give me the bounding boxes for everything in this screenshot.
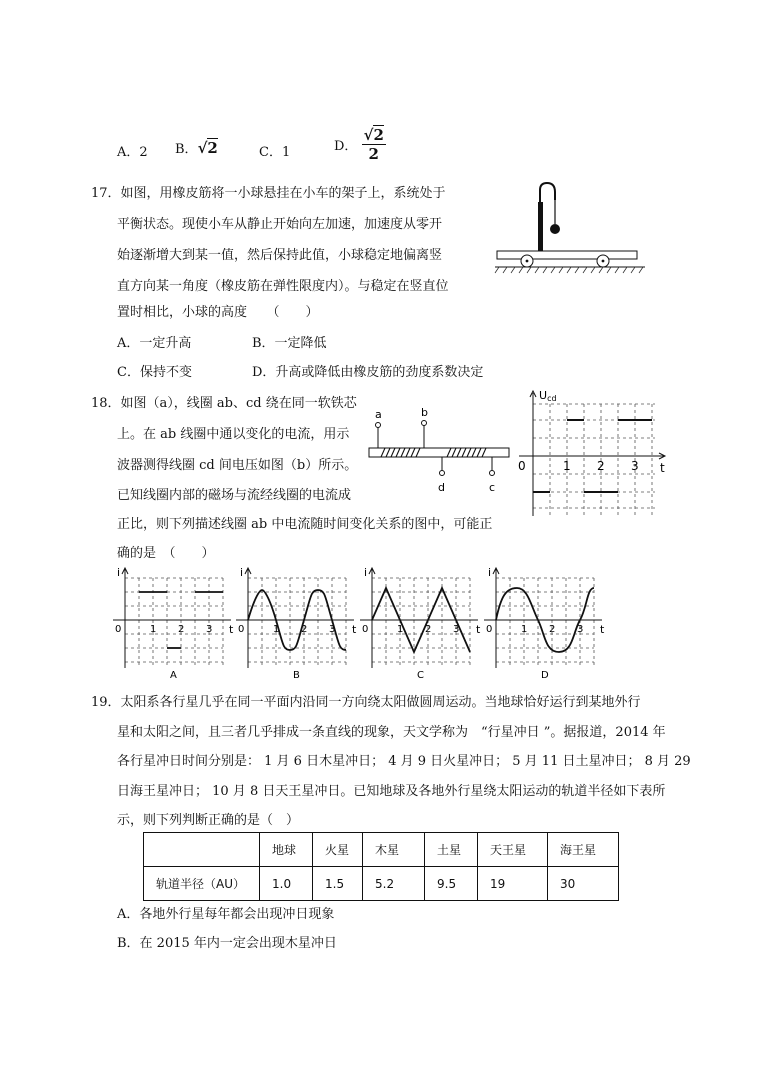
q18-line-2: 上。在 ab 线圈中通以变化的电流，用示 bbox=[117, 427, 350, 442]
i-graph-b-tick-0: 0 bbox=[238, 624, 245, 635]
sqrt-symbol: √2 bbox=[197, 139, 218, 157]
coil-label-c: c bbox=[489, 481, 496, 494]
i-graph-a-t-label: t bbox=[229, 623, 234, 636]
cart-body bbox=[497, 251, 637, 259]
q16-option-d-prefix: D． bbox=[334, 139, 358, 154]
q16-option-d bbox=[334, 126, 386, 163]
table-header-cell: 天王星 bbox=[478, 833, 548, 867]
table-row bbox=[144, 867, 619, 901]
q17-option-a: A．一定升高 bbox=[117, 336, 192, 351]
table-header-cell: 木星 bbox=[363, 833, 425, 867]
i-graph-b-tick-3: 3 bbox=[329, 624, 336, 635]
i-graph-c bbox=[360, 566, 485, 681]
fraction: $\frac{√2}{2}$ bbox=[363, 126, 384, 163]
q19-line-2: 星和太阳之间，且三者几乎排成一条直线的现象，天文学称为 “行星冲日 ”。据报道，2014 年 bbox=[117, 725, 666, 740]
ground-hatching bbox=[495, 267, 643, 273]
i-graph-c-label: C bbox=[417, 670, 424, 681]
q19-line-5: 示，则下列判断正确的是（ ） bbox=[117, 813, 300, 828]
i-graph-b-t-label: t bbox=[352, 623, 357, 636]
q17-option-d: D．升高或降低由橡皮筋的劲度系数决定 bbox=[252, 365, 484, 380]
i-graph-d-tick-0: 0 bbox=[486, 624, 493, 635]
table-cell: 5.2 bbox=[363, 867, 425, 901]
cart-wheel-left-hub bbox=[526, 260, 529, 263]
table-header-cell: 土星 bbox=[425, 833, 478, 867]
ucd-axis-label: U bbox=[539, 389, 548, 402]
i-graph-a-tick-3: 3 bbox=[206, 624, 213, 635]
q16-option-b bbox=[175, 138, 218, 157]
table-header-cell bbox=[144, 833, 260, 867]
q17-line-4: 直方向某一角度（橡皮筋在弹性限度内）。与稳定在竖直位 bbox=[117, 279, 449, 294]
i-graph-d-t-label: t bbox=[600, 623, 605, 636]
i-graph-c-tick-2: 2 bbox=[425, 624, 432, 635]
i-graph-d-axis-label: i bbox=[488, 566, 492, 579]
ucd-tick-3: 3 bbox=[631, 459, 639, 473]
table-cell: 1.5 bbox=[313, 867, 363, 901]
i-graph-d-tick-2: 2 bbox=[549, 624, 556, 635]
q17-option-b: B．一定降低 bbox=[252, 336, 327, 351]
coil-figure-a bbox=[365, 405, 515, 495]
i-graph-a bbox=[113, 566, 238, 681]
q18-line-4: 已知线圈内部的磁场与流经线圈的电流成 bbox=[117, 488, 352, 503]
i-graph-b-axis-label: i bbox=[240, 566, 244, 579]
q17-line-2: 平衡状态。现使小车从静止开始向左加速，加速度从零开 bbox=[117, 217, 443, 232]
table-cell: 9.5 bbox=[425, 867, 478, 901]
i-graph-b-label: B bbox=[293, 670, 300, 681]
table-header-cell: 地球 bbox=[260, 833, 313, 867]
fraction-numerator: 2 bbox=[373, 126, 384, 144]
coil-label-b: b bbox=[421, 406, 428, 419]
fraction-denominator: 2 bbox=[368, 145, 379, 163]
q16-option-b-prefix: B． bbox=[175, 142, 198, 157]
table-row-label: 轨道半径（AU） bbox=[144, 867, 260, 901]
support-post bbox=[538, 202, 543, 255]
q19-option-b: B．在 2015 年内一定会出现木星冲日 bbox=[117, 936, 337, 951]
q17-line-3: 始逐渐增大到某一值，然后保持此值，小球稳定地偏离竖 bbox=[117, 248, 443, 263]
ucd-axis-subscript: cd bbox=[547, 394, 557, 403]
i-graph-c-axis-label: i bbox=[364, 566, 368, 579]
orbit-radius-table bbox=[143, 832, 619, 901]
coil-label-d: d bbox=[438, 481, 445, 494]
table-cell: 30 bbox=[548, 867, 619, 901]
ucd-tick-0: 0 bbox=[518, 459, 526, 473]
table-cell: 19 bbox=[478, 867, 548, 901]
table-cell: 1.0 bbox=[260, 867, 313, 901]
table-header-cell: 火星 bbox=[313, 833, 363, 867]
i-graph-c-tick-0: 0 bbox=[362, 624, 369, 635]
i-graph-b-tick-2: 2 bbox=[301, 624, 308, 635]
hanging-ball bbox=[550, 224, 560, 234]
i-graph-d-label: D bbox=[541, 670, 549, 681]
q18-line-1: 18．如图（a），线圈 ab、cd 绕在同一软铁芯 bbox=[91, 396, 357, 411]
q18-line-3: 波器测得线圈 cd 间电压如图（b）所示。 bbox=[117, 458, 358, 473]
ucd-t-label: t bbox=[660, 461, 665, 475]
i-graph-a-tick-1: 1 bbox=[150, 624, 157, 635]
cart-diagram bbox=[495, 180, 655, 275]
i-graph-a-tick-2: 2 bbox=[178, 624, 185, 635]
svg-text:Ucd bbox=[539, 389, 557, 403]
q17-line-5: 置时相比，小球的高度 （ ） bbox=[117, 305, 319, 320]
i-graph-c-tick-1: 1 bbox=[397, 624, 404, 635]
ucd-tick-2: 2 bbox=[597, 459, 605, 473]
q18-line-5: 正比，则下列描述线圈 ab 中电流随时间变化关系的图中，可能正 bbox=[117, 517, 493, 532]
i-graph-a-tick-0: 0 bbox=[115, 624, 122, 635]
q18-line-6: 确的是 （ ） bbox=[117, 546, 215, 561]
coil-label-a: a bbox=[375, 408, 382, 421]
ucd-tick-1: 1 bbox=[563, 459, 571, 473]
q19-line-3: 各行星冲日时间分别是： 1 月 6 日木星冲日； 4 月 9 日火星冲日； 5 月 11 日土星冲日； 8 月 29 bbox=[117, 754, 691, 769]
i-graph-a-label: A bbox=[170, 670, 177, 681]
i-graph-a-axis-label: i bbox=[117, 566, 121, 579]
i-graph-d-tick-1: 1 bbox=[521, 624, 528, 635]
q16-option-c: C．1 bbox=[259, 145, 291, 160]
i-graph-c-tick-3: 3 bbox=[453, 624, 460, 635]
i-graph-d-tick-3: 3 bbox=[577, 624, 584, 635]
i-graph-d bbox=[484, 566, 609, 681]
q17-line-1: 17．如图，用橡皮筋将一小球悬挂在小车的架子上，系统处于 bbox=[91, 186, 446, 201]
ucd-graph-b bbox=[515, 388, 675, 523]
table-header-row bbox=[144, 833, 619, 867]
q17-option-c: C．保持不变 bbox=[117, 365, 192, 380]
q16-option-b-radicand: 2 bbox=[207, 139, 218, 157]
i-graph-b-tick-1: 1 bbox=[273, 624, 280, 635]
q19-option-a: A．各地外行星每年都会出现冲日现象 bbox=[117, 907, 335, 922]
q19-line-1: 19．太阳系各行星几乎在同一平面内沿同一方向绕太阳做圆周运动。当地球恰好运行到某地外行 bbox=[91, 695, 641, 710]
table-header-cell: 海王星 bbox=[548, 833, 619, 867]
i-graph-c-t-label: t bbox=[476, 623, 481, 636]
q19-line-4: 日海王星冲日； 10 月 8 日天王星冲日。已知地球及各地外行星绕太阳运动的轨道半径如下表所 bbox=[117, 784, 666, 799]
i-graph-b bbox=[236, 566, 361, 681]
q16-option-a: A．2 bbox=[117, 145, 148, 160]
cart-wheel-right-hub bbox=[602, 260, 605, 263]
